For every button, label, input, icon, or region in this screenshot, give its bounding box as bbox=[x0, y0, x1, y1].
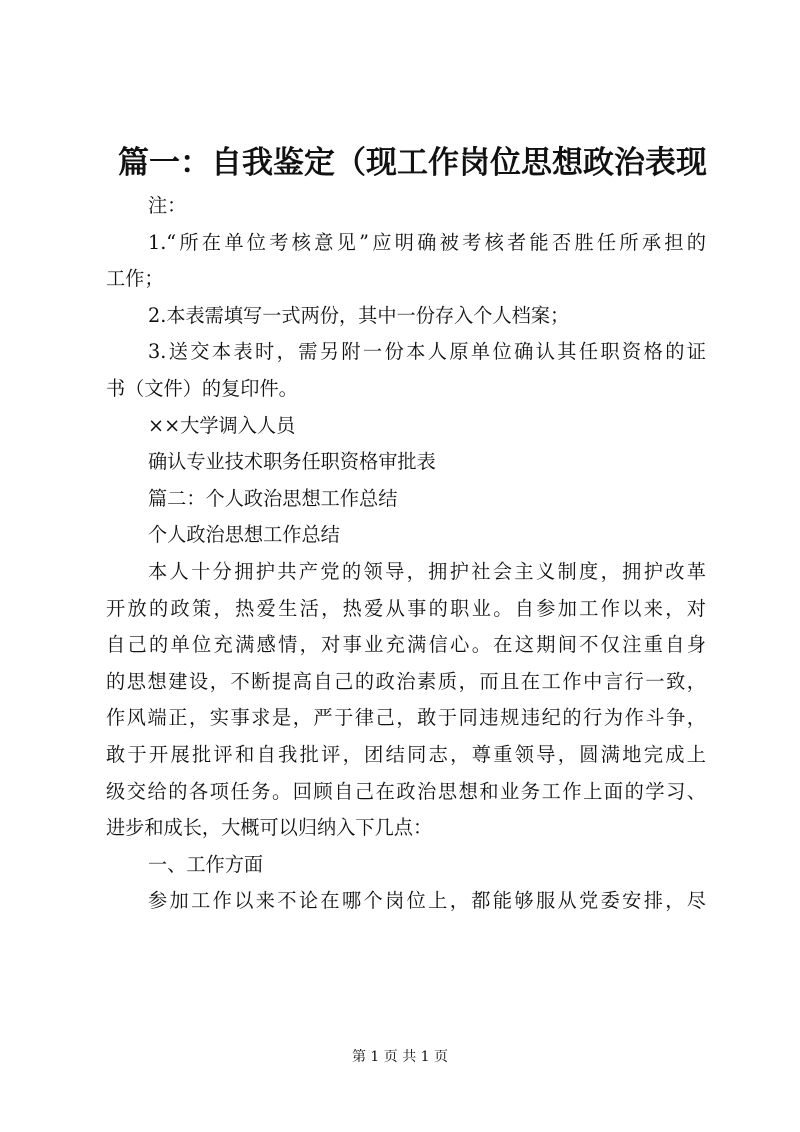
note-item-3: 3.送交本表时，需另附一份本人原单位确认其任职资格的证 bbox=[148, 340, 706, 364]
paragraph-line: 作风端正，实事求是，严于律己，敢于同违规违纪的行为作斗争， bbox=[106, 706, 706, 730]
document-body bbox=[106, 188, 706, 920]
paragraph-line: 自己的单位充满感情，对事业充满信心。在这期间不仅注重自身 bbox=[106, 633, 706, 657]
note-label: 注： bbox=[148, 194, 187, 217]
paragraph-line: 本人十分拥护共产党的领导，拥护社会主义制度，拥护改革 bbox=[148, 559, 706, 583]
note-item-3-cont: 书（文件）的复印件。 bbox=[106, 376, 298, 400]
university-line: ××大学调入人员 bbox=[148, 413, 296, 437]
paragraph-line: 敢于开展批评和自我批评，团结同志，尊重领导，圆满地完成上 bbox=[106, 742, 706, 766]
document-title: 篇一：自我鉴定（现工作岗位思想政治表现 bbox=[118, 145, 707, 181]
note-item-1: 1.“所在单位考核意见”应明确被考核者能否胜任所承担的 bbox=[148, 230, 706, 254]
page-footer: 第 1 页 共 1 页 bbox=[351, 1049, 449, 1065]
paragraph-line: 开放的政策，热爱生活，热爱从事的职业。自参加工作以来，对 bbox=[106, 596, 706, 620]
paragraph-line: 级交给的各项任务。回顾自己在政治思想和业务工作上面的学习、 bbox=[106, 779, 706, 803]
approval-form-title: 确认专业技术职务任职资格审批表 bbox=[148, 450, 436, 474]
section-two-heading: 篇二：个人政治思想工作总结 bbox=[148, 486, 398, 510]
paragraph-line: 参加工作以来不论在哪个岗位上，都能够服从党委安排，尽 bbox=[148, 889, 706, 913]
note-item-2: 2.本表需填写一式两份，其中一份存入个人档案； bbox=[148, 303, 570, 327]
summary-heading: 个人政治思想工作总结 bbox=[148, 523, 340, 547]
paragraph-line: 的思想建设，不断提高自己的政治素质，而且在工作中言行一致， bbox=[106, 669, 706, 693]
note-item-1-cont: 工作； bbox=[106, 267, 164, 291]
work-aspect-heading: 一、工作方面 bbox=[148, 852, 264, 876]
paragraph-line: 进步和成长，大概可以归纳入下几点： bbox=[106, 816, 433, 840]
